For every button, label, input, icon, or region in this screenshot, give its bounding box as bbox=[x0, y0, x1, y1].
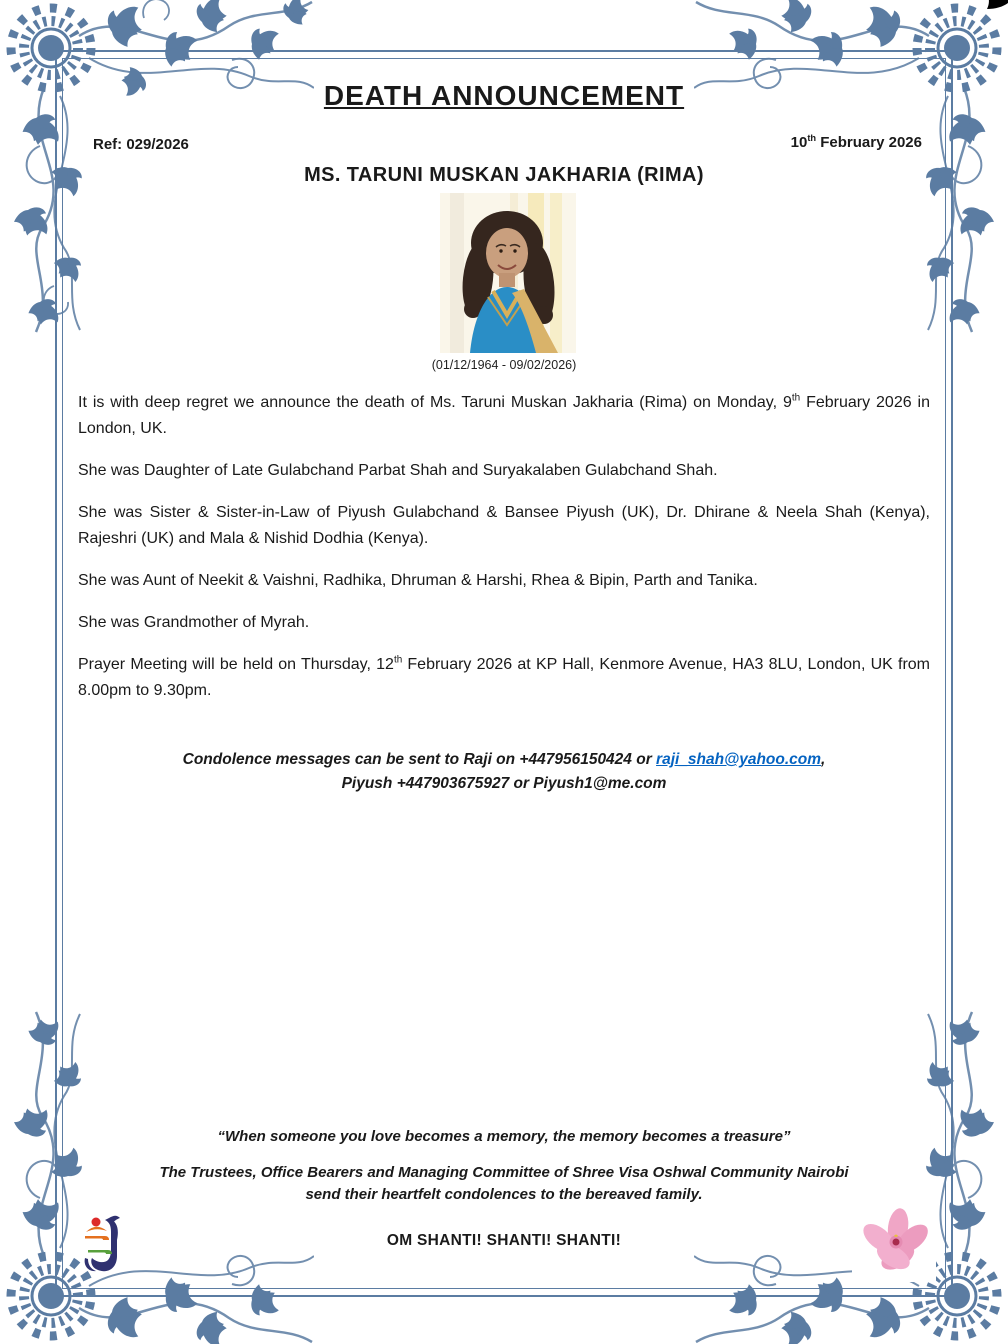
trustees-message bbox=[90, 1162, 918, 1206]
grandmother-paragraph: She was Grandmother of Myrah. bbox=[78, 614, 310, 631]
sister-paragraph: She was Sister & Sister-in-Law of Piyush Gulabchand & Bansee Piyush (UK), Dr. Dhirane & Neela Shah (Kenya), Rajeshri (UK) and Mala & Nishid Dodhia (Kenya). bbox=[78, 504, 930, 547]
announcement-date bbox=[791, 134, 922, 151]
condolence-text-line2: Piyush +447903675927 or Piyush1@me.com bbox=[341, 775, 667, 792]
ordinal-superscript: th bbox=[393, 654, 403, 666]
deceased-name: MS. TARUNI MUSKAN JAKHARIA (RIMA) bbox=[304, 164, 704, 186]
trustees-line2: send their heartfelt condolences to the bereaved family. bbox=[305, 1186, 703, 1203]
condolence-comma: , bbox=[821, 751, 826, 768]
reference-number: Ref: 029/2026 bbox=[93, 136, 189, 153]
date-day: 10 bbox=[790, 134, 808, 151]
memory-quote: “When someone you love becomes a memory, the memory becomes a treasure” bbox=[217, 1128, 791, 1145]
portrait-photo bbox=[440, 193, 576, 353]
prayer-meeting-paragraph bbox=[78, 652, 930, 704]
announcement-text-cont: February 2026 in London, UK. bbox=[78, 394, 931, 437]
condolence-text: Condolence messages can be sent to Raji on +447956150424 or bbox=[182, 751, 657, 768]
prayer-text: Prayer Meeting will be held on Thursday, 12 bbox=[78, 656, 394, 673]
email-link[interactable]: raji_shah@yahoo.com bbox=[656, 751, 822, 768]
aunt-paragraph: She was Aunt of Neekit & Vaishni, Radhika, Dhruman & Harshi, Rhea & Bipin, Parth and Tanika. bbox=[78, 572, 758, 589]
om-shanti-text: OM SHANTI! SHANTI! SHANTI! bbox=[386, 1232, 622, 1249]
ordinal-superscript: th bbox=[791, 392, 801, 404]
daughter-paragraph: She was Daughter of Late Gulabchand Parbat Shah and Suryakalaben Gulabchand Shah. bbox=[78, 462, 718, 479]
community-logo-icon bbox=[82, 1214, 122, 1276]
trustees-line1: The Trustees, Office Bearers and Managing Committee of Shree Visa Oshwal Community Nairobi bbox=[159, 1164, 849, 1181]
photo-caption: (01/12/1964 - 09/02/2026) bbox=[431, 358, 577, 372]
footer-block bbox=[90, 1126, 918, 1252]
date-month-year: February 2026 bbox=[816, 134, 922, 151]
condolence-note bbox=[110, 748, 898, 796]
orchid-flower-icon bbox=[852, 1198, 936, 1282]
announcement-text: It is with deep regret we announce the death of Ms. Taruni Muskan Jakharia (Rima) on Monday, 9 bbox=[78, 394, 792, 411]
announcement-paragraph bbox=[78, 390, 930, 442]
prayer-text-cont: February 2026 at KP Hall, Kenmore Avenue, HA3 8LU, London, UK from 8.00pm to 9.30pm. bbox=[78, 656, 931, 699]
announcement-body bbox=[78, 390, 930, 720]
page-title: DEATH ANNOUNCEMENT bbox=[323, 80, 685, 111]
date-ordinal: th bbox=[807, 133, 817, 143]
